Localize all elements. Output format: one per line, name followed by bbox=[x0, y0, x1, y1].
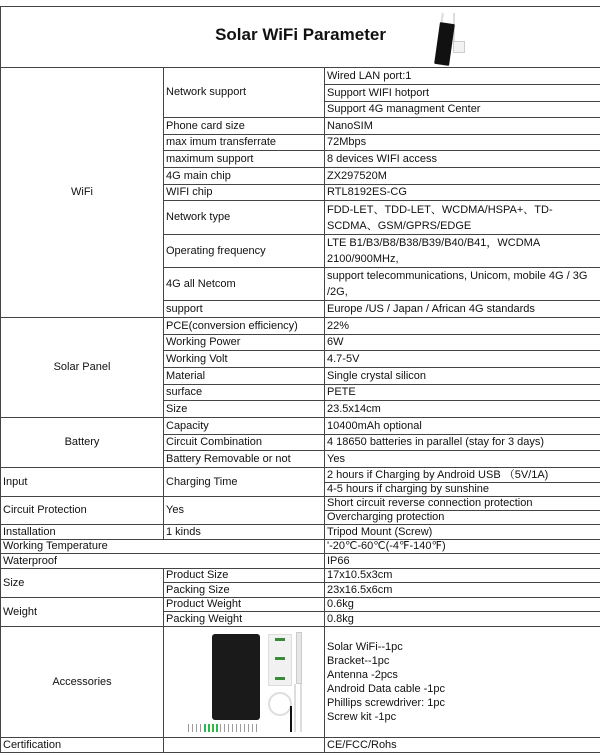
spec-label: Network support bbox=[164, 68, 325, 118]
spec-label: Size bbox=[164, 401, 325, 418]
spec-label: Packing Size bbox=[164, 583, 325, 598]
table-row bbox=[1, 569, 600, 583]
category-size: Size bbox=[1, 569, 164, 598]
category-solar-panel: Solar Panel bbox=[1, 318, 164, 418]
category-input: Input bbox=[1, 468, 164, 497]
spec-value: 17x10.5x3cm bbox=[325, 569, 600, 583]
spec-value: Support WIFI hotport bbox=[325, 85, 600, 102]
list-item: Android Data cable -1pc bbox=[327, 683, 446, 695]
table-row bbox=[1, 540, 600, 554]
spec-value: 8 devices WIFI access bbox=[325, 151, 600, 168]
table-row bbox=[1, 497, 600, 511]
table-row bbox=[1, 554, 600, 569]
spec-label: PCE(conversion efficiency) bbox=[164, 318, 325, 335]
spec-value: LTE B1/B3/B8/B38/B39/B40/B41，WCDMA 2100/900MHz, bbox=[325, 235, 600, 268]
spec-value: PETE bbox=[325, 385, 600, 401]
spec-label: maximum support bbox=[164, 151, 325, 168]
category-certification: Certification bbox=[1, 738, 164, 753]
spec-value: 23x16.5x6cm bbox=[325, 583, 600, 598]
spec-label: max imum transferrate bbox=[164, 135, 325, 151]
spec-label: Working Power bbox=[164, 335, 325, 351]
table-row bbox=[1, 738, 600, 753]
page-title: Solar WiFi Parameter bbox=[215, 25, 386, 44]
spec-label: Capacity bbox=[164, 418, 325, 435]
spec-value: 22% bbox=[325, 318, 600, 335]
table-row bbox=[1, 525, 600, 540]
spec-label: Material bbox=[164, 368, 325, 385]
spec-value: Single crystal silicon bbox=[325, 368, 600, 385]
table-row bbox=[1, 418, 600, 435]
category-circuit-protection: Circuit Protection bbox=[1, 497, 164, 525]
spec-value: 10400mAh optional bbox=[325, 418, 600, 435]
spec-label: Circuit Combination bbox=[164, 435, 325, 451]
list-item: Bracket--1pc bbox=[327, 655, 390, 667]
spec-value: Europe /US / Japan / African 4G standards bbox=[325, 301, 600, 318]
spec-value: 2 hours if Charging by Android USB （5V/1A) bbox=[325, 468, 600, 483]
spec-value: Overcharging protection bbox=[325, 511, 600, 525]
spec-value: 4-5 hours if charging by sunshine bbox=[325, 483, 600, 497]
spec-label: Product Size bbox=[164, 569, 325, 583]
spec-label: Operating frequency bbox=[164, 235, 325, 268]
table-row bbox=[1, 468, 600, 483]
accessories-list bbox=[325, 627, 600, 738]
spec-value: Tripod Mount (Screw) bbox=[325, 525, 600, 540]
spec-value: 4 18650 batteries in parallel (stay for 3 days) bbox=[325, 435, 600, 451]
spec-value: FDD-LET、TDD-LET、WCDMA/HSPA+、TD-SCDMA、GSM/GPRS/EDGE bbox=[325, 201, 600, 235]
spec-value: Support 4G managment Center bbox=[325, 102, 600, 118]
list-item: Antenna -2pcs bbox=[327, 669, 398, 681]
table-row bbox=[1, 598, 600, 612]
spec-value: '-20℃-60℃(-4℉-140℉) bbox=[325, 540, 600, 554]
spec-label: surface bbox=[164, 385, 325, 401]
spec-value: RTL8192ES-CG bbox=[325, 185, 600, 201]
category-accessories: Accessories bbox=[1, 627, 164, 738]
accessories-image-cell bbox=[164, 627, 325, 738]
category-working-temperature: Working Temperature bbox=[1, 540, 325, 554]
spec-label: 1 kinds bbox=[164, 525, 325, 540]
spec-value: 4.7-5V bbox=[325, 351, 600, 368]
empty-cell bbox=[164, 738, 325, 753]
spec-label: 4G all Netcom bbox=[164, 268, 325, 301]
category-battery: Battery bbox=[1, 418, 164, 468]
category-installation: Installation bbox=[1, 525, 164, 540]
category-waterproof: Waterproof bbox=[1, 554, 325, 569]
spec-value: IP66 bbox=[325, 554, 600, 569]
spec-label: Charging Time bbox=[164, 468, 325, 497]
table-row bbox=[1, 318, 600, 335]
title-row bbox=[1, 7, 600, 68]
category-wifi: WiFi bbox=[1, 68, 164, 318]
spec-label: Working Volt bbox=[164, 351, 325, 368]
spec-label: Yes bbox=[164, 497, 325, 525]
spec-value: 0.6kg bbox=[325, 598, 600, 612]
spec-value: Short circuit reverse connection protection bbox=[325, 497, 600, 511]
accessories-image bbox=[184, 630, 304, 734]
spec-value: CE/FCC/Rohs bbox=[325, 738, 600, 753]
spec-value: Wired LAN port:1 bbox=[325, 68, 600, 85]
spec-label: Battery Removable or not bbox=[164, 451, 325, 468]
spec-value: 23.5x14cm bbox=[325, 401, 600, 418]
spec-value: support telecommunications, Unicom, mobile 4G / 3G /2G, bbox=[325, 268, 600, 301]
spec-value: NanoSIM bbox=[325, 118, 600, 135]
spec-table bbox=[0, 6, 600, 753]
spec-value: 0.8kg bbox=[325, 612, 600, 627]
product-image bbox=[431, 13, 471, 65]
spec-label: Product Weight bbox=[164, 598, 325, 612]
list-item: Solar WiFi--1pc bbox=[327, 641, 403, 653]
spec-label: Packing Weight bbox=[164, 612, 325, 627]
list-item: Screw kit -1pc bbox=[327, 711, 397, 723]
category-weight: Weight bbox=[1, 598, 164, 627]
spec-label: Phone card size bbox=[164, 118, 325, 135]
spec-label: Network type bbox=[164, 201, 325, 235]
table-row bbox=[1, 627, 600, 738]
list-item: Phillips screwdriver: 1pc bbox=[327, 697, 445, 709]
spec-value: 6W bbox=[325, 335, 600, 351]
spec-label: 4G main chip bbox=[164, 168, 325, 185]
spec-value: Yes bbox=[325, 451, 600, 468]
spec-label: WIFI chip bbox=[164, 185, 325, 201]
spec-value: ZX297520M bbox=[325, 168, 600, 185]
spec-label: support bbox=[164, 301, 325, 318]
spec-value: 72Mbps bbox=[325, 135, 600, 151]
table-row bbox=[1, 68, 600, 85]
